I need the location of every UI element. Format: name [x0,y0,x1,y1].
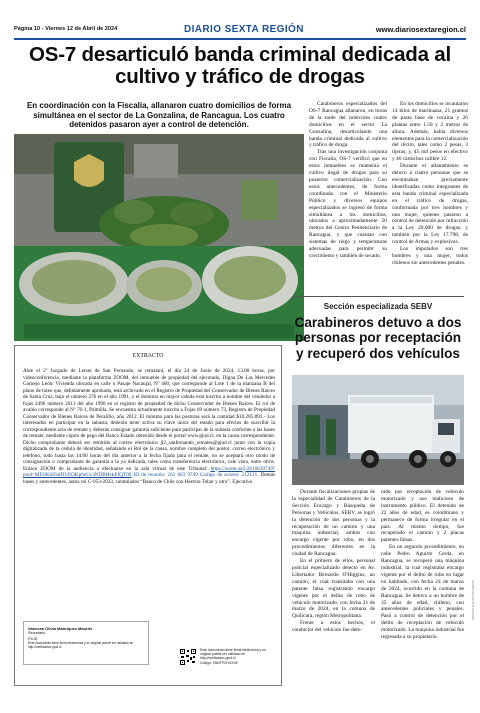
article1-column-2 [392,101,468,267]
site-url[interactable]: www.diariosextaregion.cl [375,25,466,34]
side-vertical-text: FIRMADO ELECTRÓNICAMENTE [472,579,475,620]
paragraph: En un segundo procedimiento, en calle Pedro Aguirre Cerda, en Rancagua, se recuperó una máquina industrial, la cual registraba encargo vigente por el delito de robo en lugar no habitado, con fecha 24 de marzo de 2024, ocurrido en la comuna de Rancagua. Se detuvo a un hombre de 35 años de edad, chileno, con antecedentes policiales y penales. Pasó a control de detención por el delito de receptación de vehículo motorizado. La máquina industrial fue regresada a su propietario. [381,544,464,641]
article2-kicker: Sección especializada SEBV [323,302,433,311]
legal-notice-box [14,345,282,686]
article1-column-1 [309,101,387,260]
section-title: DIARIO SEXTA REGIÓN [184,24,304,35]
seized-drugs-photo [14,134,304,341]
article2-column-2 [381,489,464,641]
legal-notice-body [23,368,275,485]
paragraph: Tras una investigación conjunta con Fiscalía, OS-7 verificó que en estos inmuebles se mantenía el cultivo ilegal de drogas para su posterior comercialización. Con estos antecedentes, de forma coordinada con el Ministerio Público y diversos equipos especializados se ingresó de forma simultánea a los domicilios, ubicados a aproximadamente 50 metros del Centro Penitenciario de Rancagua, y que cuentan con sistemas de riego y temperaturas adecuadas para permitir su crecimiento y también de secado. [309,149,387,259]
signer-role: Secretario [28,631,46,635]
qr-validation-text: Este documento tiene firma electrónica y su original puede ser validado en http://verificadoc.pjud.cl [200,648,266,661]
qr-document-code: Código: XNNTPXHXXXE [200,660,238,665]
electronic-signature-box [23,621,149,665]
signer-name: Vanessa Olivia Manríquez Mauriér [28,626,93,631]
signer-court: PJUD [28,637,38,641]
paragraph: En el primero de ellos, personal policial especializado detectó en Av. Libertador Bernardo O'Higgins, un camión, el cual transitaba con una patente falsa registrando encargo vigente por el delito de robo de vehículo motorizado, con fecha 21 de marzo de 2024, en la comuna de Quilicura, región Metropolitana. [292,558,375,620]
zoom-link[interactable]: https://zoom.us/j/2616639749?pwd=MFlJK0ZhdDVEOKp6eUc3NDBHckFJQT09 [23,465,275,478]
paragraph: Durante el allanamiento se detuvo a cuatro personas que se encontraban previamente identificadas como integrantes de esta banda criminal especializada en el tráfico de drogas, conformada por tres hombres y una mujer, quienes pasaron a control de detención por infracción a la Ley 20.000 de drogas; y también por la Ley 17.798, de control de Armas y explosivos. [392,163,468,246]
article2-headline: Carabineros detuvo a dos personas por receptación y recuperó dos vehículos [294,315,462,361]
paragraph: Carabineros especializados del OS-7 Rancagua allanaron, en horas de la tarde del miércoles cuatro domicilios en el sector La Gonzalina, desarticulando una banda criminal dedicada al cultivo y tráfico de droga. [309,101,387,149]
page-header [14,24,466,38]
header-rule [14,38,466,40]
qr-caption [200,648,274,665]
legal-notice-text: Ante el 2º Juzgado de Letras de San Fernando, se rematará, el día 24 de Junio de 2024, 13.00 horas, por videoconferencia, mediante la plataforma ZOOM, del inmueble de propiedad del ejecutado, Dígna De Las Mercedes Cornejo León: Vivienda ubicada en calle o Pasaje Nacaujal, Nº 400, que corresponde al Lote 1 de la manzana B del plano de loteo que, debidamente aprobado, está archivado en el Registro de Propiedad del Conservador de Bienes Raíces de Santa Cruz, bajo el número 276 en el año 1991, y el dominio en mayor cabida está inscrito a nombre del vendedor a fojas 2496 número 2013 del año 1990 en el registro de propiedad de dicho Conservador de Bienes Raíces. El rol de avalúo corresponde al Nº 76-1, Palmilla. Se encuentra actualmente inscrita a Fojas 69 número 73, Registro de Propiedad Conservador de Bienes Raíces de Peralillo, año 2012. El mínimo para las posturas será la cantidad $10.285.891.- Los interesados en participar en la subasta, deberán tener activa su clave única del estado para efectos de suscribir la correspondiente acta de remate y deberán consignar garantía suficiente para participar de la subasta conforme a las bases de remate, mediante cupón de pago del Banco Estado obtenido desde el portal www.pjud.cl, en la causa correspondiente. Dicho comprobante deberá ser remitido al correo electrónico jl2_sanfernando_remates@pjud.cl junto con la copia digitalizada de la cédula de identidad, señalando el Rol de la causa, nombre completo del postor, correo electrónico y teléfono, todo hasta las 14:00 horas del día anterior a la fecha fijada para el remate, no se aceptará otro modo de consignación o comprobante de garantía a la ya indicada, tales como transferencia electrónica, vale vista, entre otros. Enlace ZOOM de la audiencia a efectuarse en la sala virtual de este Tribunal: [23,368,275,472]
signature-note: Este documento tiene firma electrónica y su original puede ser validado en http://verificadoc.pjud.cl [28,641,134,649]
divider [292,296,464,297]
paragraph: nido por receptación de vehículo motorizado y uso malicioso de instrumento público. El detenido de 22 años de edad, es colombiano y permanece de forma irregular en el país. Al mismo tiempo, fue recuperado el camión y 2 placas patentes falsas. [381,489,464,544]
page-number-date: Página 10 - Viernes 12 de Abril de 2024 [14,26,118,32]
paragraph: Frente a estos hechos, el conductor del vehículo fue dete- [292,620,375,634]
paragraph: Durante fiscalizaciones propias de la especialidad de Carabineros de la Sección Encargo y Búsqueda de Personas y Vehículos, SEBV, se logró la detención de dos personas y la recuperación de un camión y una máquina industrial, ambos con encargo vigente por robo, en dos procedimientos diferentes en la ciudad de Rancagua. [292,489,375,558]
article1-headline: OS-7 desarticuló banda criminal dedicada al cultivo y tráfico de drogas [28,43,452,88]
recovered-truck-photo [292,375,464,485]
paragraph: Los imputados son tres hombres y una mujer, todos chilenos sin antecedentes penales. [392,246,468,266]
article2-column-1 [292,489,375,634]
article1-lede: En coordinación con la Fiscalía, allanaron cuatro domicilios de forma simultánea en el sector de La Gonzalina, de Rancagua. Los cuatro detenidos pasaron ayer a control de detención. [26,101,292,130]
legal-notice-title: EXTRACTO [132,353,164,359]
paragraph: En los domicilios se incautaron 14 kilos de marihuana, 21 gramos de pasta base de cocaína y 26 plantas entre 1.50 y 2 metros de altura. Además, había diversos elementos para la comercialización del ilícito, tales como 2 pesas, 3 tijeras; y, 45 mil pesos en efectivo y 46 cartuchos calibre 12. [392,101,468,163]
qr-code-icon[interactable] [179,648,197,666]
legal-notice-tail: Demás bases y antecedentes, autos rol C-953-2023, caratulados “Banco de Chile con Herrera Tobar y otro”. Ejecutivo. [23,472,276,485]
zoom-meeting-id: ID de reunión: 261 663 9749 Código de acceso: 212121. [133,472,259,478]
